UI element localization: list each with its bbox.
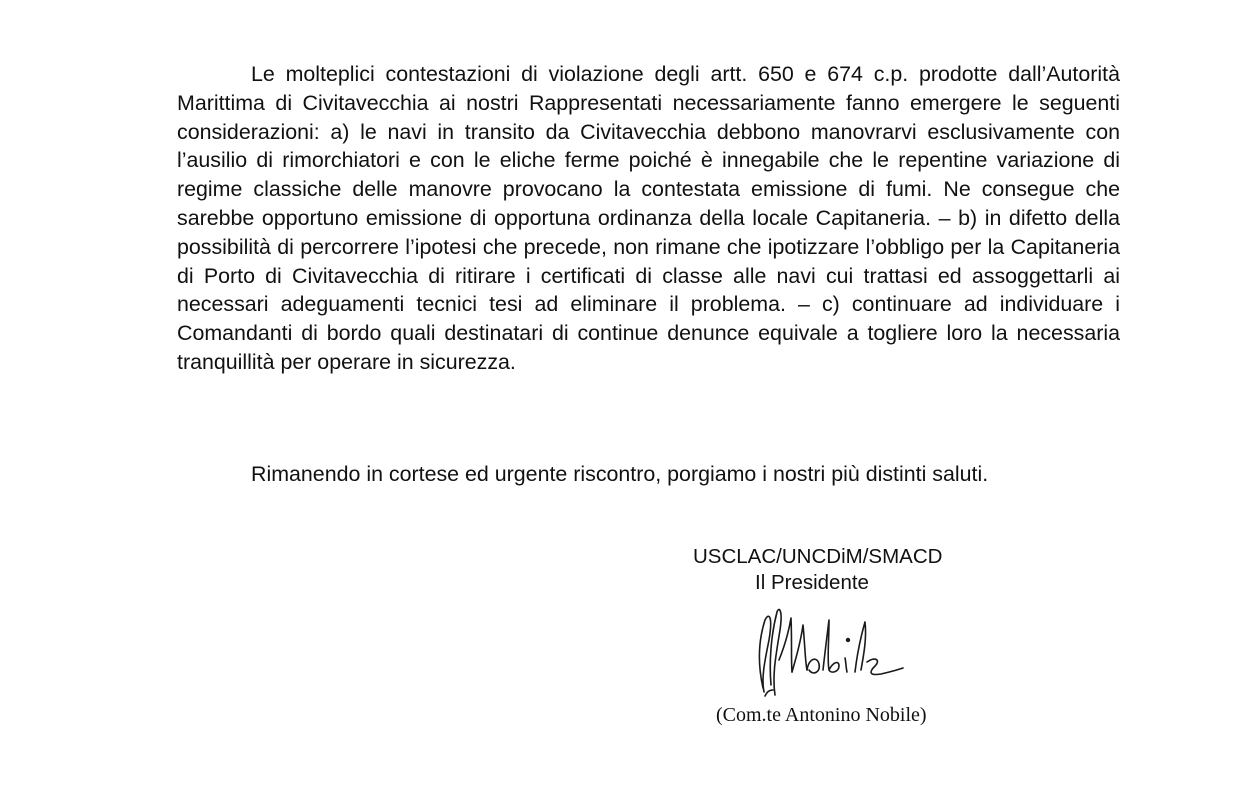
body-paragraph-1: Le molteplici contestazioni di violazione degli artt. 650 e 674 c.p. prodotte dall’Autorità Marittima di Civitavecchia ai nostri Rappresentati necessariamente fanno emergere le seguenti considerazioni: a) le navi in transito da Civitavecchia debbono manovrarvi esclusivamente con l’ausilio di rimorchiatori e con le eliche ferme poiché è innegabile che le repentine variazione di regime classiche delle manovre provocano la contestata emissione di fumi. Ne consegue che sarebbe opportuno emissione di opportuna ordinanza della locale Capitaneria. – b) in difetto della possibilità di percorrere l’ipotesi che precede, non rimane che ipotizzare l’obbligo per la Capitaneria di Porto di Civitavecchia di ritirare i certificati di classe alle navi cui trattasi ed assoggettarli ai necessari adeguamenti tecnici tesi ad eliminare il problema. – c) continuare ad individuare i Comandanti di bordo quali destinatari di continue denunce equivale a togliere loro la necessaria tranquillità per operare in sicurezza. <box>177 62 1120 374</box>
handwritten-signature <box>745 600 915 700</box>
signer-name: (Com.te Antonino Nobile) <box>716 704 927 726</box>
organization-name: USCLAC/UNCDiM/SMACD <box>693 545 943 568</box>
closing-paragraph: Rimanendo in cortese ed urgente riscontro, porgiamo i nostri più distinti saluti. <box>251 462 989 486</box>
signatory-role: Il Presidente <box>755 571 869 594</box>
